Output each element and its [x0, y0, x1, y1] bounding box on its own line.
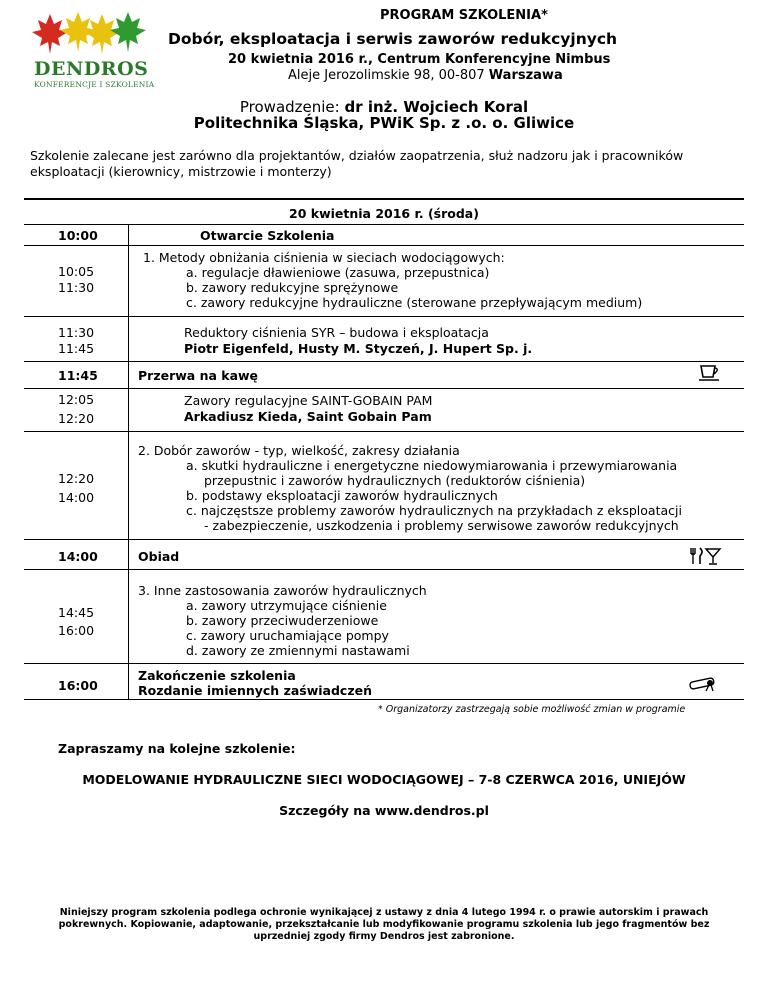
list-item: przepustnic i zaworów hydraulicznych (reduktorów ciśnienia) — [204, 473, 586, 488]
list-item: a. regulacje dławieniowe (zasuwa, przepustnica) — [186, 265, 490, 280]
list-item: c. zawory uruchamiające pompy — [186, 628, 389, 643]
row-start: 10:05 — [58, 264, 95, 279]
row-time: 16:00 — [58, 678, 98, 693]
list-item: a. zawory utrzymujące ciśnienie — [186, 598, 387, 613]
footnote: * Organizatorzy zastrzegają sobie możliwość zmian w programie — [378, 704, 686, 715]
row-title: Obiad — [138, 549, 180, 564]
row-speaker: Arkadiusz Kieda, Saint Gobain Pam — [184, 409, 432, 424]
divider — [24, 388, 744, 389]
row-time: 10:00 — [58, 228, 98, 243]
list-item: a. skutki hydrauliczne i energetyczne niedowymiarowania i przewymiarowania — [186, 458, 678, 473]
legal-notice: Niniejszy program szkolenia podlega ochronie wynikającej z ustawy z dnia 4 lutego 1994 r. o prawie autorskim i prawach pokrewnych. Kopiowanie, adaptowanie, przekształcanie lub modyfikowanie programu szkolenia lub jego fragmentów bez uprzedniej zgody firmy Dendros jest zabronione. — [58, 907, 710, 942]
row-end: 11:30 — [58, 280, 95, 295]
invite-heading: Zapraszamy na kolejne szkolenie: — [58, 741, 296, 756]
table-bottom-border — [24, 699, 744, 700]
column-divider — [128, 224, 129, 699]
row-speaker: Piotr Eigenfeld, Husty M. Styczeń, J. Hupert Sp. j. — [184, 341, 533, 356]
list-item: - zabezpieczenie, uszkodzenia i problemy serwisowe zaworów redukcyjnych — [204, 518, 679, 533]
row-end: 14:00 — [58, 490, 95, 505]
list-item: c. najczęstsze problemy zaworów hydraulicznych na przykładach z eksploatacji — [186, 503, 682, 518]
row-end: 11:45 — [58, 341, 95, 356]
row-end: 16:00 — [58, 623, 95, 638]
divider — [24, 361, 744, 362]
lead-affiliation: Politechnika Śląska, PWiK Sp. z .o. o. Gliwice — [193, 114, 575, 132]
row-title: 3. Inne zastosowania zaworów hydraulicznych — [138, 583, 427, 598]
row-title: Otwarcie Szkolenia — [200, 228, 335, 243]
logo-subtitle: KONFERENCJE I SZKOLENIA — [34, 80, 155, 89]
divider — [24, 316, 744, 317]
maple-leaves-icon — [28, 8, 158, 58]
schedule-day: 20 kwietnia 2016 r. (środa) — [289, 206, 479, 221]
address-street: Aleje Jerozolimskie 98, 00-807 — [288, 68, 485, 83]
list-item: d. zawory ze zmiennymi nastawami — [186, 643, 410, 658]
row-end: 12:20 — [58, 411, 95, 426]
intro-text: Szkolenie zalecane jest zarówno dla projektantów, działów zaopatrzenia, służ nadzoru jak i pracowników eksploatacji (kierownicy, mistrzowie i monterzy) — [30, 148, 684, 179]
divider — [24, 663, 744, 664]
address — [288, 68, 563, 83]
row-title: Zakończenie szkolenia — [138, 668, 296, 683]
row-time: 11:45 — [58, 368, 98, 383]
row-title: 2. Dobór zaworów - typ, wielkość, zakresy działania — [138, 443, 460, 458]
list-item: b. zawory redukcyjne sprężynowe — [186, 280, 399, 295]
divider — [24, 569, 744, 570]
lead-name: dr inż. Wojciech Koral — [344, 98, 529, 116]
row-time: 14:00 — [58, 549, 98, 564]
divider — [24, 431, 744, 432]
address-city: Warszawa — [488, 68, 563, 83]
course-title: Dobór, eksploatacja i serwis zaworów redukcyjnych — [168, 30, 618, 48]
logo-brand: DENDROS — [34, 58, 149, 80]
list-item: b. zawory przeciwuderzeniowe — [186, 613, 379, 628]
divider — [24, 224, 744, 225]
divider — [24, 539, 744, 540]
list-item: b. podstawy eksploatacji zaworów hydraulicznych — [186, 488, 498, 503]
row-title: Zawory regulacyjne SAINT-GOBAIN PAM — [184, 393, 433, 408]
row-start: 12:20 — [58, 471, 95, 486]
list-item: c. zawory redukcyjne hydrauliczne (sterowane przepływającym medium) — [186, 295, 643, 310]
details-link[interactable]: Szczegóły na www.dendros.pl — [279, 803, 489, 818]
row-start: 14:45 — [58, 605, 95, 620]
cutlery-icon — [690, 546, 722, 570]
table-top-border — [24, 198, 744, 200]
row-title: Przerwa na kawę — [138, 368, 259, 383]
coffee-cup-icon — [698, 363, 722, 387]
row-title: 1. Metody obniżania ciśnienia w sieciach wodociągowych: — [143, 250, 505, 265]
row-title: Reduktory ciśnienia SYR – budowa i eksploatacja — [184, 325, 489, 340]
date-venue: 20 kwietnia 2016 r., Centrum Konferencyjne Nimbus — [228, 52, 611, 67]
diploma-icon — [688, 674, 722, 698]
row-start: 11:30 — [58, 325, 95, 340]
next-course: MODELOWANIE HYDRAULICZNE SIECI WODOCIĄGOWEJ – 7-8 CZERWCA 2016, UNIEJÓW — [82, 772, 686, 787]
row-start: 12:05 — [58, 392, 95, 407]
dendros-logo — [28, 8, 158, 88]
row-title-2: Rozdanie imiennych zaświadczeń — [138, 683, 372, 698]
lead-label: Prowadzenie: — [239, 98, 340, 116]
divider — [24, 245, 744, 246]
program-title: PROGRAM SZKOLENIA* — [380, 8, 548, 23]
